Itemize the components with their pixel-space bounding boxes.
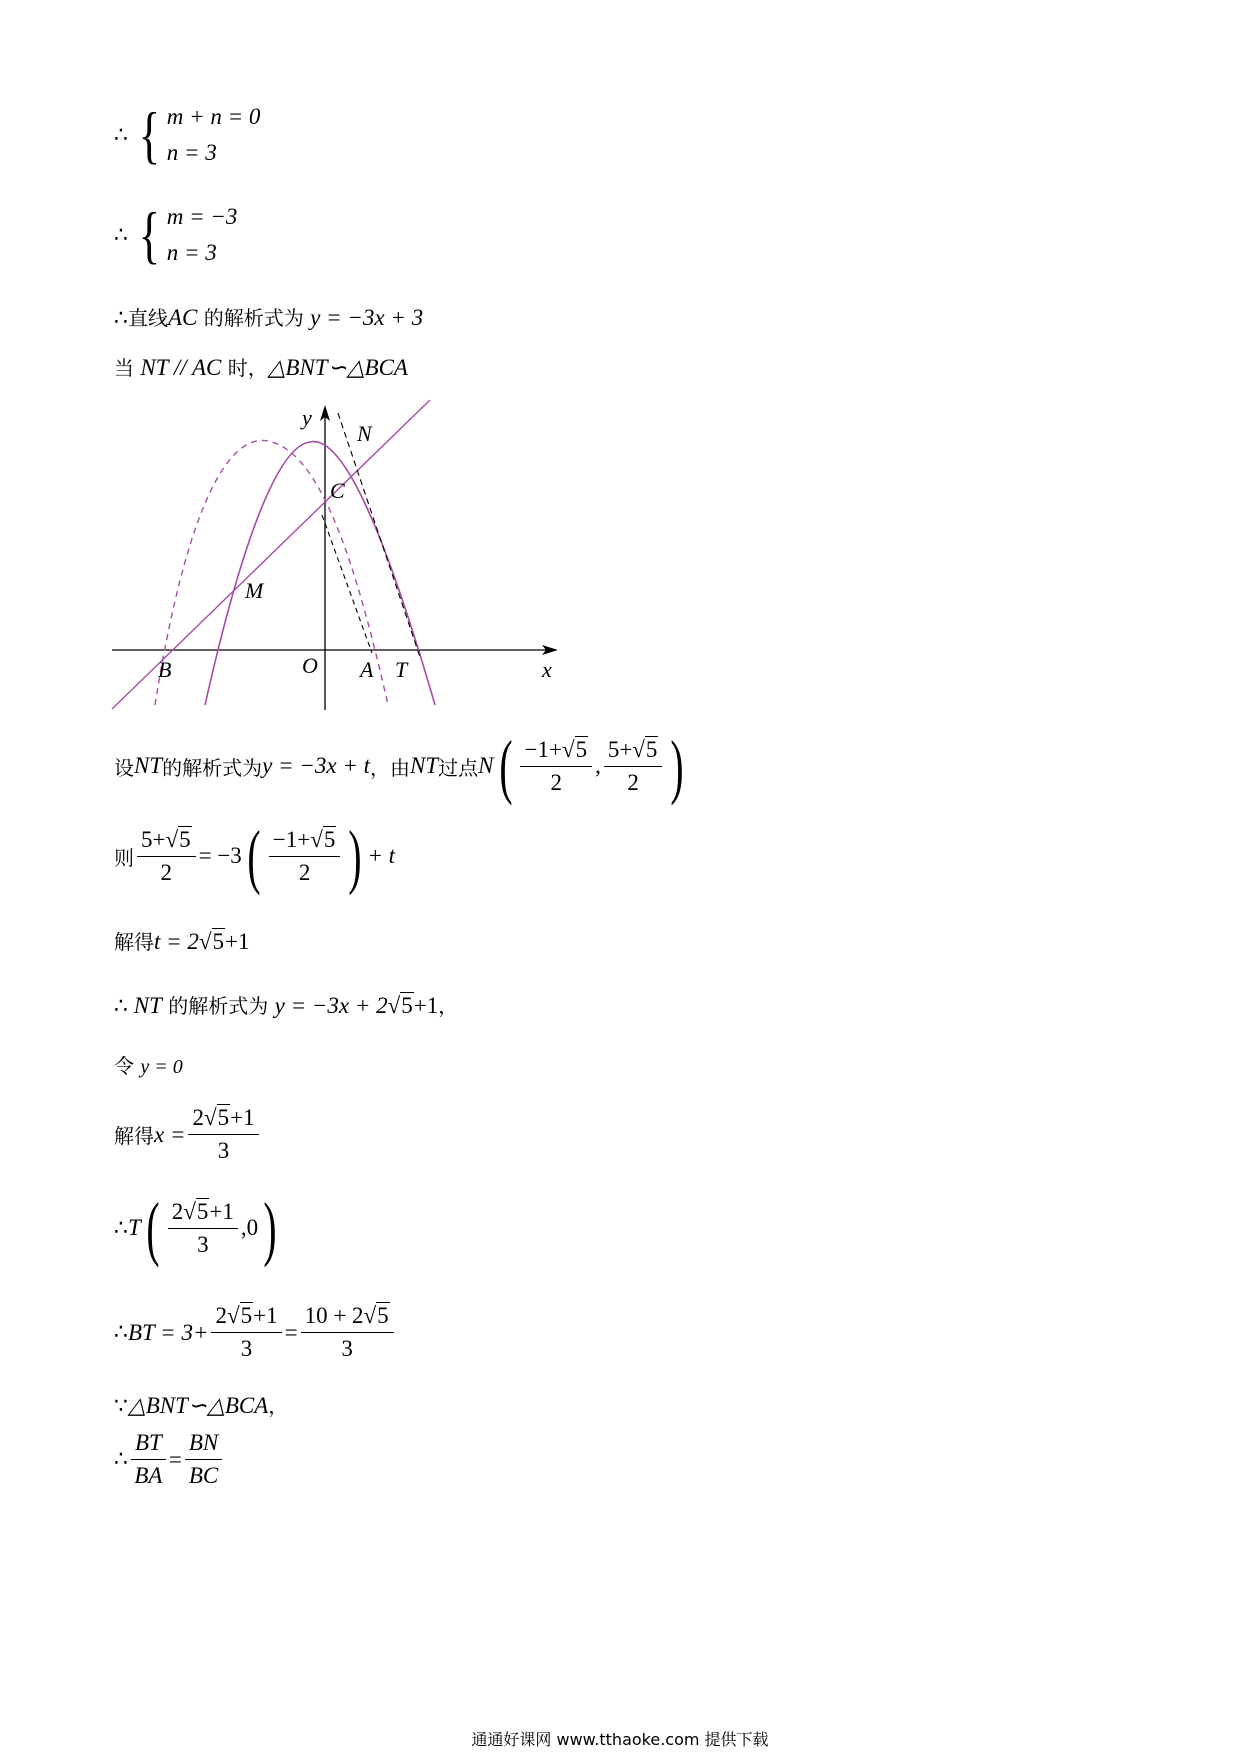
nt-equation: ∴ NT 的解析式为 y = −3x + 2√5+1， <box>114 993 459 1019</box>
solve-t: 解得t = 2√5+1 <box>114 929 250 954</box>
num: +1 <box>253 1303 278 1328</box>
math: 0 <box>246 1215 259 1240</box>
den: 3 <box>197 1231 209 1257</box>
fraction: $\frac{2√5+1}{3}$ <box>168 1199 238 1258</box>
math: NT <box>410 753 439 778</box>
text: 的解析式为 <box>161 994 275 1018</box>
paren-right: ) <box>670 726 685 806</box>
den: 3 <box>341 1336 353 1361</box>
text: ， <box>268 1394 289 1418</box>
label-b: B <box>158 657 172 682</box>
den: 2 <box>298 859 311 885</box>
num: 5+ <box>141 826 166 852</box>
den: BA <box>134 1463 163 1488</box>
line-ca <box>322 515 372 653</box>
paren-left: ( <box>146 1188 160 1268</box>
math: +1 <box>413 993 439 1018</box>
paren-left: ( <box>498 726 513 806</box>
sys1-row2: n = 3 <box>166 140 217 165</box>
math: t = 2 <box>154 929 199 954</box>
num: 5+ <box>607 736 633 762</box>
label-c: C <box>330 478 345 503</box>
num: −1+ <box>272 826 311 852</box>
label-o: O <box>302 653 318 678</box>
radicand: 5 <box>377 1303 389 1328</box>
math: BT = 3+ <box>128 1319 209 1345</box>
math: y = −3x + 2 <box>274 993 388 1018</box>
sys1-row1: m + n = 0 <box>166 104 261 129</box>
math: +1 <box>225 929 250 954</box>
radicand: 5 <box>196 1198 209 1224</box>
footer: 通通好课网 www.tthaoke.com 提供下载 <box>471 1730 769 1749</box>
when-parallel <box>114 352 408 381</box>
therefore-symbol: ∴ <box>114 306 128 331</box>
therefore-symbol: ∴ <box>114 222 128 248</box>
math: T <box>128 1215 141 1240</box>
den: 2 <box>160 859 173 885</box>
ratio <box>114 1430 225 1489</box>
num: BT <box>131 1430 166 1460</box>
text: 则 <box>114 845 134 870</box>
math: △BNT∽△BCA <box>267 355 408 380</box>
num: 2 <box>215 1303 227 1328</box>
because-symbol: ∵ <box>114 1394 128 1419</box>
math: y = −3x + t <box>262 753 371 778</box>
therefore-symbol: ∴ <box>114 994 128 1019</box>
num: −1+ <box>524 736 562 762</box>
fraction: $\frac{-1+√5}{2}$ <box>520 737 592 796</box>
sys2-row2: n = 3 <box>166 240 217 265</box>
math: NT <box>134 753 163 778</box>
radicand: 5 <box>217 1105 230 1130</box>
fraction: $\frac{10 + 2√5}{3}$ <box>301 1303 394 1362</box>
math: = <box>168 1446 182 1472</box>
let-y-zero <box>114 1050 183 1079</box>
math: = −3 <box>198 843 242 868</box>
radicand: 5 <box>645 736 658 762</box>
num: 2 <box>192 1105 204 1130</box>
radicand: 5 <box>575 736 588 762</box>
parabola-diagram <box>110 395 570 715</box>
therefore-symbol: ∴ <box>114 122 128 148</box>
math: + t <box>367 843 396 868</box>
math: △BNT∽△BCA <box>128 1393 269 1418</box>
math: x = <box>154 1121 186 1147</box>
brace: { <box>138 99 161 170</box>
text: 当 <box>114 356 141 380</box>
math: N <box>478 753 494 778</box>
fraction <box>185 1430 222 1489</box>
fraction: $\frac{-1+√5}{2}$ <box>269 827 341 886</box>
line-ac-equation <box>114 302 423 331</box>
solve-x <box>114 1105 262 1164</box>
radicand: 5 <box>401 993 413 1018</box>
text: 的解析式为 <box>162 755 263 780</box>
math: NT <box>128 993 162 1018</box>
therefore-symbol: ∴ <box>114 1215 128 1241</box>
num: +1 <box>230 1105 255 1130</box>
text: ，由 <box>370 755 411 780</box>
substitution <box>114 816 396 896</box>
bt-length <box>114 1303 397 1362</box>
math: = <box>284 1319 298 1345</box>
point-t: ∴ T ( $\frac{2√5+1}{3}$ , 0 ) <box>114 1188 277 1268</box>
label-x: x <box>542 657 552 682</box>
fraction: $\frac{5+√5}{2}$ <box>604 737 663 796</box>
label-a: A <box>360 657 374 682</box>
den: BC <box>188 1463 219 1488</box>
num: 10 + 2 <box>304 1303 364 1328</box>
label-t: T <box>395 657 408 682</box>
text: 令 <box>114 1054 141 1078</box>
paren-right: ) <box>263 1188 277 1268</box>
label-m: M <box>245 578 264 603</box>
paren-right: ) <box>348 816 362 896</box>
text: 过点 <box>438 755 479 780</box>
text: 解得 <box>114 930 154 954</box>
because-similar <box>114 1390 288 1419</box>
text: 直线 <box>128 306 168 330</box>
radicand: 5 <box>179 826 191 852</box>
math: y = −3x + 3 <box>310 305 424 330</box>
label-n: N <box>357 421 372 446</box>
therefore-symbol: ∴ <box>114 1320 128 1345</box>
radicand: 5 <box>240 1303 253 1328</box>
math: NT // AC <box>140 355 222 380</box>
num: 2 <box>171 1198 184 1224</box>
therefore-symbol: ∴ <box>114 1447 128 1472</box>
paren-left: ( <box>247 816 261 896</box>
den: 2 <box>550 769 563 795</box>
radicand: 5 <box>212 929 225 954</box>
label-y: y <box>302 405 312 430</box>
fraction: $\frac{5+√5}{2}$ <box>137 827 196 886</box>
sys2-row1: m = −3 <box>166 204 238 229</box>
math: AC <box>168 305 198 330</box>
den: 2 <box>627 769 639 795</box>
equation-system-2 <box>114 199 238 270</box>
fraction <box>131 1430 166 1489</box>
text: ， <box>438 994 459 1018</box>
fraction: $\frac{2√5+1}{3}$ <box>211 1303 281 1362</box>
set-nt-equation: 设 NT 的解析式为 y = −3x + t ，由 NT 过点 N ( $\frac{-1+√5}{2}$ , $\frac{5+√5}{2}$ ) <box>114 726 685 806</box>
text: 时， <box>221 356 268 380</box>
text: 设 <box>114 755 134 780</box>
equation-system-1 <box>114 99 261 170</box>
radicand: 5 <box>323 826 336 852</box>
text: 解得 <box>114 1124 154 1148</box>
math: y = 0 <box>140 1056 183 1078</box>
den: 3 <box>240 1336 253 1361</box>
num: BN <box>185 1430 222 1460</box>
text: 的解析式为 <box>197 306 311 330</box>
brace: { <box>138 199 161 270</box>
num: +1 <box>209 1198 234 1224</box>
den: 3 <box>217 1138 230 1163</box>
fraction: $\frac{2√5+1}{3}$ <box>188 1105 258 1164</box>
